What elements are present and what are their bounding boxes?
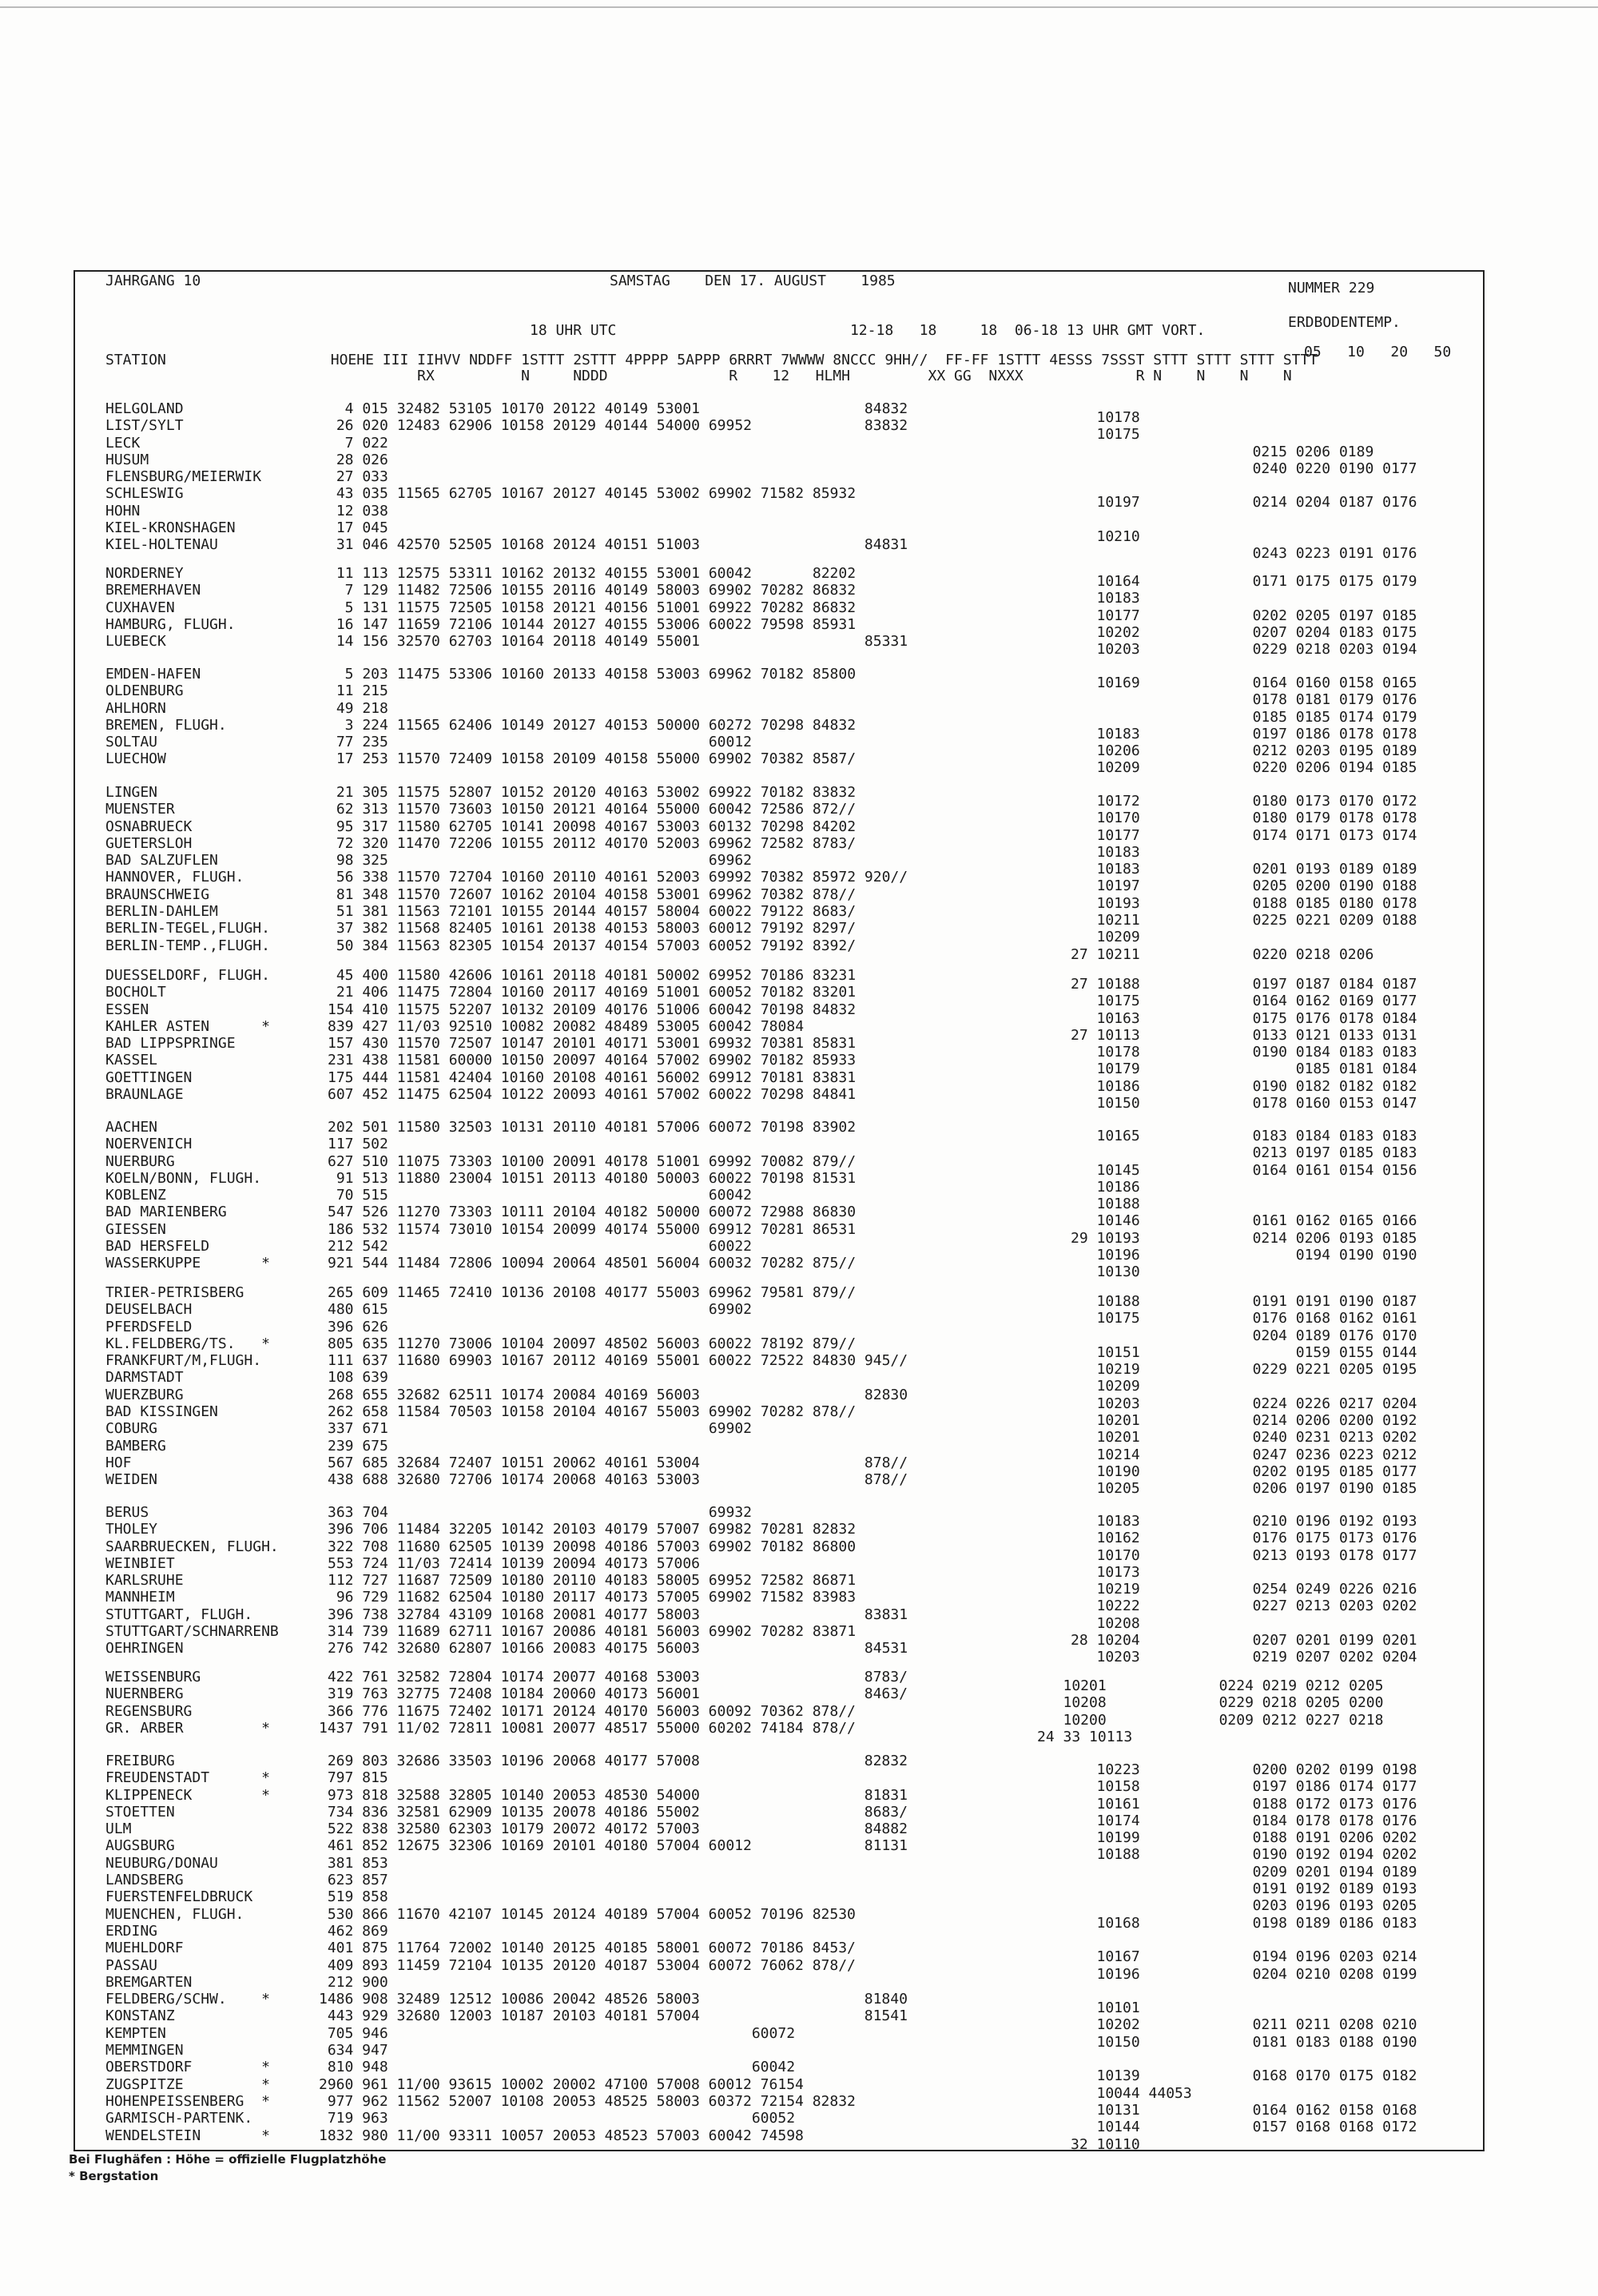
station-right-data: 10169 0164 0160 0158 0165 0178 0181 0179 0176 0185 0185 0174 0179 10183 0197 0186 0178 0178 10206 0212 0203 0195 0189 10209 0220 0206 0194 0185 (1096, 674, 1417, 777)
station-right-data: 10172 0180 0173 0170 0172 10170 0180 0179 0178 0178 10177 0174 0171 0173 0174 10183 10183 0201 0193 0189 0189 10197 0205 0200 0190 0188 10193 0188 0185 0180 0178 10211 0225 0221 0209 0188 10209 27 10211 0220 0218 0206 (1071, 793, 1417, 963)
station-names: HELGOLAND LIST/SYLT LECK HUSUM FLENSBURG/MEIERWIK SCHLESWIG HOHN KIEL-KRONSHAGEN KIEL-HOLTENAU (105, 400, 262, 554)
station-names: BERUS THOLEY SAARBRUECKEN, FLUGH. WEINBIET KARLSRUHE MANNHEIM STUTTGART, FLUGH. STUTTGART/SCHNARRENB OEHRINGEN (105, 1504, 279, 1657)
station-data: 363 704 69932 396 706 11484 32205 10142 20103 40179 57007 69982 70281 82832 322 708 11680 62505 10139 20098 40186 57003 69902 70182 86800 553 724 11/03 72414 10139 20094 40173 57006 112 727 11687 72509 10180 20110 40183 58005 69952 72582 86871 96 729 11682 62504 10180 20117 40173 57005 69902 71582 83983 396 738 32784 43109 10168 20081 40177 58003 83831 314 739 11689 62711 10167 20086 40181 56003 69902 70282 83871 276 742 32680 62807 10166 20083 40175 56003 84531 (328, 1504, 908, 1657)
station-names: LINGEN MUENSTER OSNABRUECK GUETERSLOH BAD SALZUFLEN HANNOVER, FLUGH. BRAUNSCHWEIG BERLIN-DAHLEM BERLIN-TEGEL,FLUGH. BERLIN-TEMP.,FLUGH. (105, 784, 270, 954)
station-names: WEISSENBURG NUERNBERG REGENSBURG GR. ARBER * (105, 1669, 270, 1737)
column-header-times: 18 UHR UTC 12-18 18 18 06-18 13 UHR GMT VORT. (105, 322, 1206, 339)
station-names: TRIER-PETRISBERG DEUSELBACH PFERDSFELD KL.FELDBERG/TS. * FRANKFURT/M,FLUGH. DARMSTADT WUERZBURG BAD KISSINGEN COBURG BAMBERG HOF WEIDEN (105, 1284, 270, 1489)
station-data: 269 803 32686 33503 10196 20068 40177 57008 82832 797 815 973 818 32588 32805 10140 20053 48530 54000 81831 734 836 32581 62909 10135 20078 40186 55002 8683/ 522 838 32580 62303 10179 20072 40172 57003 84882 461 852 12675 32306 10169 20101 40180 57004 60012 81131 381 853 623 857 519 858 530 866 11670 42107 10145 20124 40189 57004 60052 70196 82530 462 869 401 875 11764 72002 10140 20125 40185 58001 60072 70186 8453/ 409 893 11459 72104 10135 20120 40187 53004 60072 76062 878// 212 900 1486 908 32489 12512 10086 20042 48526 58003 81840 443 929 32680 12003 10187 20103 40181 57004 81541 705 946 60072 634 947 810 948 60042 2960 961 11/00 93615 10002 20002 47100 57008 60012 76154 977 962 11562 52007 10108 20053 48525 58003 60372 72154 82832 719 963 60052 1832 980 11/00 93311 10057 20053 48523 57003 60042 74598 (319, 1753, 908, 2144)
station-right-data: 10188 0191 0191 0190 0187 10175 0176 0168 0162 0161 0204 0189 0176 0170 10151 0159 0155 0144 10219 0229 0221 0205 0195 10209 10203 0224 0226 0217 0204 10201 0214 0206 0200 0192 10201 0240 0231 0213 0202 10214 0247 0236 0223 0212 10190 0202 0195 0185 0177 10205 0206 0197 0190 0185 (1096, 1293, 1417, 1498)
station-data: 11 113 12575 53311 10162 20132 40155 53001 60042 82202 7 129 11482 72506 10155 20116 40149 58003 69902 70282 86832 5 131 11575 72505 10158 20121 40156 51001 69922 70282 86832 16 147 11659 72106 10144 20127 40155 53006 60022 79598 85931 14 156 32570 62703 10164 20118 40149 55001 85331 (336, 565, 908, 651)
soil-depth-header: 05 10 20 50 (1304, 344, 1452, 360)
station-names: FREIBURG FREUDENSTADT * KLIPPENECK * STOETTEN ULM AUGSBURG NEUBURG/DONAU LANDSBERG FUERSTENFELDBRUCK MUENCHEN, FLUGH. ERDING MUEHLDORF PASSAU BREMGARTEN FELDBERG/SCHW. * KONSTANZ KEMPTEN MEMMINGEN OBERSTDORF * ZUGSPITZE * HOHENPEISSENBERG * GARMISCH-PARTENK. WENDELSTEIN * (105, 1753, 270, 2144)
report-date: SAMSTAG DEN 17. AUGUST 1985 (610, 273, 896, 289)
station-right-data: 10201 0224 0219 0212 0205 10208 0229 0218 0205 0200 10200 0209 0212 0227 0218 24 33 10113 (1037, 1677, 1384, 1745)
station-right-data: 10165 0183 0184 0183 0183 0213 0197 0185 0183 10145 0164 0161 0154 0156 10186 10188 10146 0161 0162 0165 0166 29 10193 0214 0206 0193 0185 10196 0194 0190 0190 10130 (1071, 1128, 1417, 1281)
station-data: 5 203 11475 53306 10160 20133 40158 53003 69962 70182 85800 11 215 49 218 3 224 11565 62406 10149 20127 40153 50000 60272 70298 84832 77 235 60012 17 253 11570 72409 10158 20109 40158 55000 69902 70382 8587/ (336, 666, 857, 768)
column-header-codes: STATION HOEHE III IIHVV NDDFF 1STTT 2STTT 4PPPP 5APPP 6RRRT 7WWWW 8NCCC 9HH// FF-FF 1STTT 4ESSS 7SSST STTT STTT STTT STTT (105, 352, 1318, 368)
station-data: 422 761 32582 72804 10174 20077 40168 53003 8783/ 319 763 32775 72408 10184 20060 40173 56001 8463/ 366 776 11675 72402 10171 20124 40170 56003 60092 70362 878// 1437 791 11/02 72811 10081 20077 48517 55000 60202 74184 878// (319, 1669, 908, 1737)
soil-temp-heading: ERDBODENTEMP. (1288, 314, 1401, 331)
footnote-mountain-station: * Bergstation (69, 2169, 159, 2183)
station-names: NORDERNEY BREMERHAVEN CUXHAVEN HAMBURG, FLUGH. LUEBECK (105, 565, 236, 651)
column-header-subcodes: RX N NDDD R 12 HLMH XX GG NXXX R N N N N (105, 368, 1292, 384)
station-right-data: 10183 0210 0196 0192 0193 10162 0176 0175 0173 0176 10170 0213 0193 0178 0177 10173 10219 0254 0249 0226 0216 10222 0227 0213 0203 0202 10208 28 10204 0207 0201 0199 0201 10203 0219 0207 0202 0204 (1071, 1513, 1417, 1666)
station-names: EMDEN-HAFEN OLDENBURG AHLHORN BREMEN, FLUGH. SOLTAU LUECHOW (105, 666, 227, 768)
station-names: AACHEN NOERVENICH NUERBURG KOELN/BONN, FLUGH. KOBLENZ BAD MARIENBERG GIESSEN BAD HERSFELD WASSERKUPPE * (105, 1119, 270, 1272)
jahrgang-label: JAHRGANG 10 (105, 273, 201, 289)
station-right-data: 10164 0171 0175 0175 0179 10183 10177 0202 0205 0197 0185 10202 0207 0204 0183 0175 10203 0229 0218 0203 0194 (1096, 573, 1417, 659)
report-number: NUMMER 229 (1288, 280, 1375, 296)
station-right-data: 10178 10175 0215 0206 0189 0240 0220 0190 0177 10197 0214 0204 0187 0176 10210 0243 0223 0191 0176 (1096, 409, 1417, 563)
footnote-airport-height: Bei Flughäfen : Höhe = offizielle Flugplatzhöhe (69, 2152, 387, 2167)
station-data: 21 305 11575 52807 10152 20120 40163 53002 69922 70182 83832 62 313 11570 73603 10150 20121 40164 55000 60042 72586 872// 95 317 11580 62705 10141 20098 40167 53003 60132 70298 84202 72 320 11470 72206 10155 20112 40170 52003 69962 72582 8783/ 98 325 69962 56 338 11570 72704 10160 20110 40161 52003 69992 70382 85972 920// 81 348 11570 72607 10162 20104 40158 53001 69962 70382 878// 51 381 11563 72101 10155 20144 40157 58004 60022 79122 8683/ 37 382 11568 82405 10161 20138 40153 58003 60012 79192 8297/ 50 384 11563 82305 10154 20137 40154 57003 60052 79192 8392/ (336, 784, 908, 954)
station-names: DUESSELDORF, FLUGH. BOCHOLT ESSEN KAHLER ASTEN * BAD LIPPSPRINGE KASSEL GOETTINGEN BRAUNLAGE (105, 967, 270, 1104)
station-data: 4 015 32482 53105 10170 20122 40149 53001 84832 26 020 12483 62906 10158 20129 40144 54000 69952 83832 7 022 28 026 27 033 43 035 11565 62705 10167 20127 40145 53002 69902 71582 85932 12 038 17 045 31 046 42570 52505 10168 20124 40151 51003 84831 (336, 400, 908, 554)
station-data: 265 609 11465 72410 10136 20108 40177 55003 69962 79581 879// 480 615 69902 396 626 805 635 11270 73006 10104 20097 48502 56003 60022 78192 879// 111 637 11680 69903 10167 20112 40169 55001 60022 72522 84830 945// 108 639 268 655 32682 62511 10174 20084 40169 56003 82830 262 658 11584 70503 10158 20104 40167 55003 69902 70282 878// 337 671 69902 239 675 567 685 32684 72407 10151 20062 40161 53004 878// 438 688 32680 72706 10174 20068 40163 53003 878// (328, 1284, 908, 1489)
top-edge-line (0, 6, 1598, 8)
station-data: 202 501 11580 32503 10131 20110 40181 57006 60072 70198 83902 117 502 627 510 11075 73303 10100 20091 40178 51001 69992 70082 879// 91 513 11880 23004 10151 20113 40180 50003 60022 70198 81531 70 515 60042 547 526 11270 73303 10111 20104 40182 50000 60072 72988 86830 186 532 11574 73010 10154 20099 40174 55000 69912 70281 86531 212 542 60022 921 544 11484 72806 10094 20064 48501 56004 60032 70282 875// (328, 1119, 857, 1272)
station-data: 45 400 11580 42606 10161 20118 40181 50002 69952 70186 83231 21 406 11475 72804 10160 20117 40169 51001 60052 70182 83201 154 410 11575 52207 10132 20109 40176 51006 60042 70198 84832 839 427 11/03 92510 10082 20082 48489 53005 60042 78084 157 430 11570 72507 10147 20101 40171 53001 69932 70381 85831 231 438 11581 60000 10150 20097 40164 57002 69902 70182 85933 175 444 11581 42404 10160 20108 40161 56002 69912 70181 83831 607 452 11475 62504 10122 20093 40161 57002 60022 70298 84841 (328, 967, 857, 1104)
station-right-data: 10223 0200 0202 0199 0198 10158 0197 0186 0174 0177 10161 0188 0172 0173 0176 10174 0184 0178 0178 0176 10199 0188 0191 0206 0202 10188 0190 0192 0194 0202 0209 0201 0194 0189 0191 0192 0189 0193 0203 0196 0193 0205 10168 0198 0189 0186 0183 10167 0194 0196 0203 0214 10196 0204 0210 0208 0199 10101 10202 0211 0211 0208 0210 10150 0181 0183 0188 0190 10139 0168 0170 0175 0182 10044 44053 10131 0164 0162 0158 0168 10144 0157 0168 0168 0172 32 10110 (1071, 1761, 1417, 2153)
station-right-data: 27 10188 0197 0187 0184 0187 10175 0164 0162 0169 0177 10163 0175 0176 0178 0184 27 10113 0133 0121 0133 0131 10178 0190 0184 0183 0183 10179 0185 0181 0184 10186 0190 0182 0182 0182 10150 0178 0160 0153 0147 (1071, 976, 1417, 1112)
